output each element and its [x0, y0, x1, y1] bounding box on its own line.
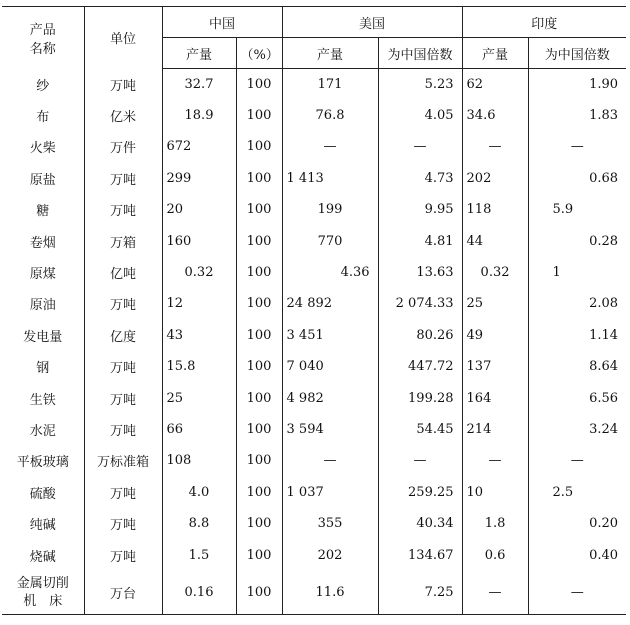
row-us-output: —	[282, 131, 378, 162]
row-product-line1: 金属切削	[16, 575, 69, 591]
header-cn-pct: （%）	[236, 38, 282, 69]
row-us-output: 199	[282, 194, 378, 225]
header-product-line1: 产品	[29, 22, 56, 38]
row-cn-pct: 100	[236, 414, 282, 445]
row-cn-pct: 100	[236, 477, 282, 508]
row-in-output: 137	[462, 351, 528, 382]
row-in-multiple: —	[528, 445, 626, 476]
row-unit: 万吨	[84, 288, 162, 319]
row-us-multiple: 5.23	[378, 69, 462, 100]
row-us-multiple: 80.26	[378, 320, 462, 351]
row-cn-pct: 100	[236, 225, 282, 256]
table-row	[2, 539, 626, 570]
row-us-multiple: 40.34	[378, 508, 462, 539]
row-in-output: 0.6	[462, 539, 528, 570]
row-in-multiple: 1	[528, 257, 626, 288]
header-us-multiple: 为中国倍数	[378, 38, 462, 69]
header-product	[2, 7, 84, 69]
row-in-output: —	[462, 445, 528, 476]
table-row	[2, 508, 626, 539]
row-product: 烧碱	[2, 539, 84, 570]
row-cn-pct: 100	[236, 508, 282, 539]
row-in-output: 118	[462, 194, 528, 225]
row-cn-pct: 100	[236, 571, 282, 615]
row-product: 发电量	[2, 320, 84, 351]
row-us-multiple: 447.72	[378, 351, 462, 382]
row-in-output: 0.32	[462, 257, 528, 288]
row-in-output: 62	[462, 69, 528, 100]
header-china: 中国	[162, 7, 282, 38]
row-in-multiple: —	[528, 571, 626, 615]
row-in-output: —	[462, 131, 528, 162]
row-us-output: 11.6	[282, 571, 378, 615]
production-comparison-table	[2, 6, 626, 615]
row-in-multiple: 3.24	[528, 414, 626, 445]
row-in-multiple: 1.90	[528, 69, 626, 100]
row-us-multiple: 134.67	[378, 539, 462, 570]
row-cn-pct: 100	[236, 100, 282, 131]
header-cn-output: 产量	[162, 38, 236, 69]
row-product: 原煤	[2, 257, 84, 288]
row-cn-output: 25	[162, 382, 236, 413]
row-us-multiple: 4.81	[378, 225, 462, 256]
header-in-multiple: 为中国倍数	[528, 38, 626, 69]
row-cn-output: 0.16	[162, 571, 236, 615]
row-unit: 万吨	[84, 351, 162, 382]
row-unit: 万件	[84, 131, 162, 162]
row-cn-pct: 100	[236, 131, 282, 162]
row-in-multiple: 1.83	[528, 100, 626, 131]
row-cn-output: 672	[162, 131, 236, 162]
row-cn-output: 12	[162, 288, 236, 319]
row-in-multiple: 0.68	[528, 163, 626, 194]
row-in-multiple: —	[528, 131, 626, 162]
row-us-multiple: 199.28	[378, 382, 462, 413]
table-row	[2, 571, 626, 615]
table-row	[2, 257, 626, 288]
row-us-output: —	[282, 445, 378, 476]
row-in-output: 44	[462, 225, 528, 256]
row-cn-pct: 100	[236, 257, 282, 288]
row-cn-output: 0.32	[162, 257, 236, 288]
row-cn-output: 4.0	[162, 477, 236, 508]
row-unit: 万吨	[84, 477, 162, 508]
row-us-output: 3 594	[282, 414, 378, 445]
row-product: 平板玻璃	[2, 445, 84, 476]
row-unit: 亿度	[84, 320, 162, 351]
row-product: 糖	[2, 194, 84, 225]
row-cn-output: 108	[162, 445, 236, 476]
row-us-multiple: —	[378, 131, 462, 162]
table-row	[2, 382, 626, 413]
header-india: 印度	[462, 7, 626, 38]
row-cn-output: 66	[162, 414, 236, 445]
row-product: 纯碱	[2, 508, 84, 539]
row-cn-pct: 100	[236, 382, 282, 413]
row-unit: 万吨	[84, 69, 162, 100]
row-in-output: 25	[462, 288, 528, 319]
row-in-multiple: 0.40	[528, 539, 626, 570]
row-in-output: —	[462, 571, 528, 615]
row-us-output: 24 892	[282, 288, 378, 319]
row-unit: 万吨	[84, 414, 162, 445]
row-unit: 万吨	[84, 539, 162, 570]
table-row	[2, 163, 626, 194]
row-in-output: 34.6	[462, 100, 528, 131]
row-product: 硫酸	[2, 477, 84, 508]
row-in-output: 1.8	[462, 508, 528, 539]
row-in-multiple: 1.14	[528, 320, 626, 351]
row-in-multiple: 0.20	[528, 508, 626, 539]
table-row	[2, 320, 626, 351]
row-us-multiple: 4.73	[378, 163, 462, 194]
row-product	[2, 571, 84, 615]
row-unit: 万标准箱	[84, 445, 162, 476]
row-product: 原盐	[2, 163, 84, 194]
row-cn-output: 1.5	[162, 539, 236, 570]
row-unit: 亿吨	[84, 257, 162, 288]
row-in-output: 10	[462, 477, 528, 508]
row-product: 水泥	[2, 414, 84, 445]
header-usa: 美国	[282, 7, 462, 38]
row-product: 卷烟	[2, 225, 84, 256]
row-us-output: 202	[282, 539, 378, 570]
table-row	[2, 288, 626, 319]
row-cn-pct: 100	[236, 445, 282, 476]
table-body	[2, 69, 626, 615]
row-in-multiple: 6.56	[528, 382, 626, 413]
row-product: 生铁	[2, 382, 84, 413]
row-us-output: 1 413	[282, 163, 378, 194]
table-row	[2, 69, 626, 100]
row-in-output: 164	[462, 382, 528, 413]
row-product: 火柴	[2, 131, 84, 162]
row-cn-pct: 100	[236, 320, 282, 351]
row-cn-output: 18.9	[162, 100, 236, 131]
row-cn-output: 299	[162, 163, 236, 194]
table-row	[2, 477, 626, 508]
row-us-multiple: 4.05	[378, 100, 462, 131]
row-unit: 万吨	[84, 508, 162, 539]
row-cn-pct: 100	[236, 163, 282, 194]
row-product: 纱	[2, 69, 84, 100]
table-row	[2, 445, 626, 476]
table-row	[2, 131, 626, 162]
row-us-multiple: 2 074.33	[378, 288, 462, 319]
table-row	[2, 414, 626, 445]
row-cn-output: 160	[162, 225, 236, 256]
table-row	[2, 100, 626, 131]
row-us-multiple: —	[378, 445, 462, 476]
row-cn-output: 15.8	[162, 351, 236, 382]
row-cn-pct: 100	[236, 351, 282, 382]
row-cn-output: 43	[162, 320, 236, 351]
row-us-output: 1 037	[282, 477, 378, 508]
row-us-multiple: 9.95	[378, 194, 462, 225]
row-cn-pct: 100	[236, 288, 282, 319]
row-us-output: 355	[282, 508, 378, 539]
row-unit: 万吨	[84, 163, 162, 194]
row-cn-pct: 100	[236, 194, 282, 225]
row-in-output: 202	[462, 163, 528, 194]
row-cn-pct: 100	[236, 539, 282, 570]
row-cn-output: 20	[162, 194, 236, 225]
row-us-output: 3 451	[282, 320, 378, 351]
row-cn-output: 8.8	[162, 508, 236, 539]
row-us-output: 770	[282, 225, 378, 256]
row-product: 原油	[2, 288, 84, 319]
row-cn-pct: 100	[236, 69, 282, 100]
row-cn-output: 32.7	[162, 69, 236, 100]
row-in-output: 49	[462, 320, 528, 351]
row-us-multiple: 13.63	[378, 257, 462, 288]
row-in-multiple: 0.28	[528, 225, 626, 256]
header-product-line2: 名称	[29, 41, 56, 57]
table-row	[2, 225, 626, 256]
header-in-output: 产量	[462, 38, 528, 69]
row-us-output: 4.36	[282, 257, 378, 288]
table-row	[2, 194, 626, 225]
row-in-multiple: 8.64	[528, 351, 626, 382]
row-product: 布	[2, 100, 84, 131]
row-unit: 万箱	[84, 225, 162, 256]
row-us-output: 7 040	[282, 351, 378, 382]
row-unit: 万吨	[84, 194, 162, 225]
row-unit: 万吨	[84, 382, 162, 413]
row-us-output: 76.8	[282, 100, 378, 131]
row-in-output: 214	[462, 414, 528, 445]
row-product-line2: 机 床	[23, 593, 63, 609]
row-us-output: 171	[282, 69, 378, 100]
row-us-multiple: 54.45	[378, 414, 462, 445]
row-in-multiple: 2.08	[528, 288, 626, 319]
row-us-output: 4 982	[282, 382, 378, 413]
row-in-multiple: 2.5	[528, 477, 626, 508]
row-us-multiple: 7.25	[378, 571, 462, 615]
table-header	[2, 7, 626, 69]
row-unit: 万台	[84, 571, 162, 615]
header-us-output: 产量	[282, 38, 378, 69]
row-unit: 亿米	[84, 100, 162, 131]
row-us-multiple: 259.25	[378, 477, 462, 508]
row-in-multiple: 5.9	[528, 194, 626, 225]
header-unit: 单位	[84, 7, 162, 69]
table-row	[2, 351, 626, 382]
row-product: 钢	[2, 351, 84, 382]
